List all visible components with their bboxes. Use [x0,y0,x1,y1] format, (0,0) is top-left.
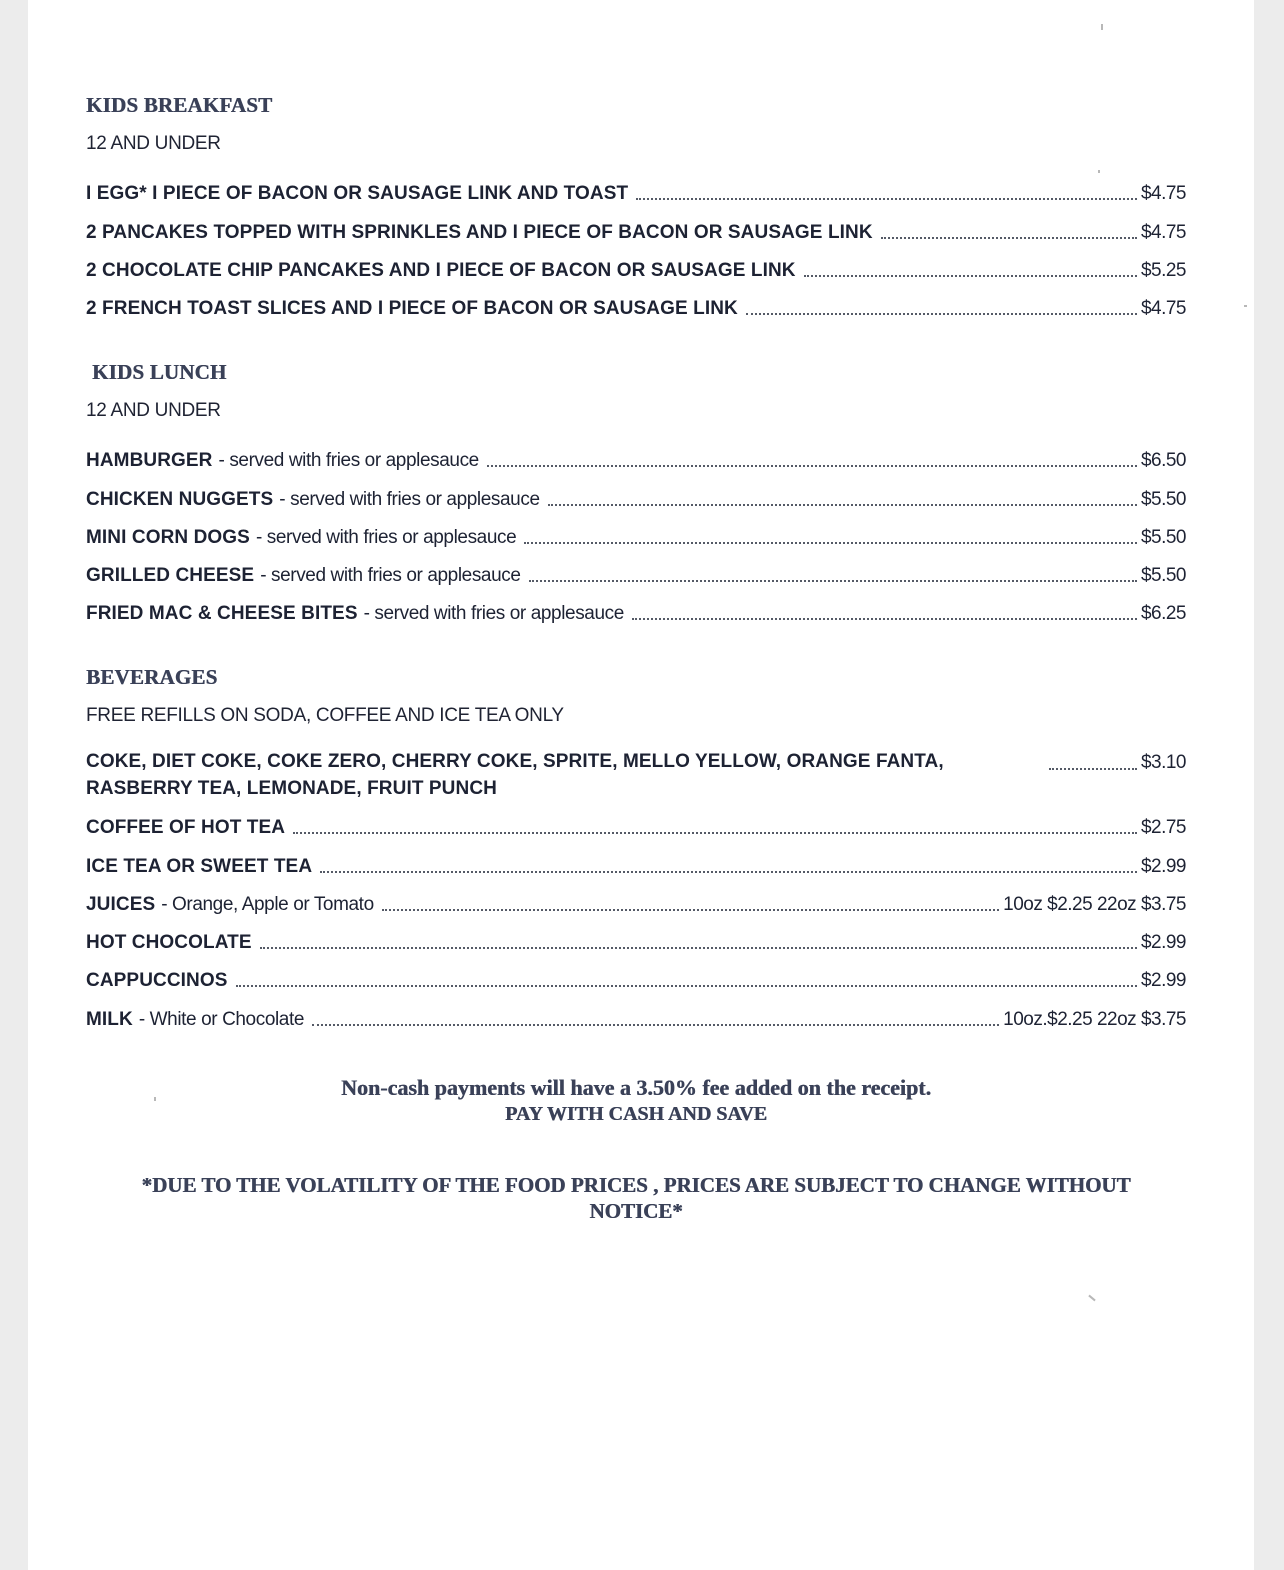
dot-leader [1049,768,1137,770]
dot-leader [260,947,1137,949]
menu-item [86,879,1186,917]
cash-notice-text: PAY WITH CASH AND SAVE [505,1103,767,1125]
dot-leader [382,909,999,911]
dot-leader [548,504,1137,506]
item-price: $5.50 [1140,565,1186,587]
kids-breakfast-subtitle: 12 AND UNDER [86,133,221,154]
item-name: CAPPUCCINOS [86,970,228,992]
item-name: GRILLED CHEESE [86,565,255,587]
kids-lunch-title: KIDS LUNCH [92,360,227,384]
item-name: HAMBURGER [86,450,213,472]
beverages-section [86,664,1186,1032]
item-name: ICE TEA OR SWEET TEA [86,855,313,877]
item-name: COFFEE OF HOT TEA [86,817,286,839]
item-price: $2.99 [1140,932,1186,954]
beverages-title: BEVERAGES [86,665,218,689]
scan-speck [1101,24,1103,30]
beverages-items [86,740,1186,1032]
item-name: CHICKEN NUGGETS [86,488,274,510]
item-price: $5.25 [1140,259,1186,281]
item-price: $4.75 [1140,298,1186,320]
scan-speck [1244,305,1247,307]
item-name: 2 PANCAKES TOPPED WITH SPRINKLES AND I PIECE OF BACON OR SAUSAGE LINK [86,221,873,243]
item-price: $6.25 [1140,603,1186,625]
menu-item [86,993,1186,1031]
item-price: $2.99 [1140,855,1186,877]
item-description: - served with fries or applesauce [279,488,540,510]
menu-item [86,802,1186,840]
item-price: $4.75 [1140,221,1186,243]
item-name: MILK [86,1008,133,1030]
dot-leader [236,985,1137,987]
payment-fee-notice [86,1075,1186,1127]
item-price: $5.50 [1140,526,1186,548]
menu-item [86,245,1186,283]
menu-item [86,588,1186,626]
item-name: HOT CHOCOLATE [86,932,252,954]
dot-leader [293,832,1137,834]
fee-notice-text: Non-cash payments will have a 3.50% fee added on the receipt. [341,1075,931,1100]
dot-leader [524,542,1137,544]
menu-item [86,206,1186,244]
item-name: MINI CORN DOGS [86,526,250,548]
item-name: FRIED MAC & CHEESE BITES [86,603,358,625]
item-price: $4.75 [1140,183,1186,205]
item-description: - served with fries or applesauce [255,526,517,548]
dot-leader [529,580,1137,582]
dot-leader [804,275,1137,277]
menu-item [86,840,1186,878]
item-name: I EGG* I PIECE OF BACON OR SAUSAGE LINK AND TOAST [86,183,629,205]
kids-lunch-items [86,435,1186,626]
scan-speck [154,1097,156,1101]
menu-item [86,917,1186,955]
price-volatility-notice: *DUE TO THE VOLATILITY OF THE FOOD PRICES , PRICES ARE SUBJECT TO CHANGE WITHOUT NOTICE* [141,1173,1131,1223]
dot-leader [746,313,1137,315]
menu-item [86,740,1186,802]
menu-item [86,955,1186,993]
item-price: $2.99 [1140,970,1186,992]
item-price: $6.50 [1140,450,1186,472]
dot-leader [312,1024,999,1026]
kids-lunch-section [86,359,1186,626]
item-price: 10oz.$2.25 22oz $3.75 [1003,1008,1186,1030]
item-description: - served with fries or applesauce [218,450,479,472]
dot-leader [881,237,1137,239]
menu-page [28,0,1254,1570]
menu-item [86,512,1186,550]
dot-leader [320,871,1137,873]
kids-breakfast-section [86,92,1186,321]
kids-breakfast-title: KIDS BREAKFAST [86,93,273,117]
item-name: COKE, DIET COKE, COKE ZERO, CHERRY COKE, SPRITE, MELLO YELLOW, ORANGE FANTA, RASBERRY TEA, LEMONADE, FRUIT PUNCH [86,751,944,799]
item-description: - served with fries or applesauce [363,603,624,625]
scan-speck [1098,170,1100,173]
item-description: - Orange, Apple or Tomato [161,893,374,915]
beverages-subtitle: FREE REFILLS ON SODA, COFFEE AND ICE TEA ONLY [86,705,564,726]
item-name: 2 FRENCH TOAST SLICES AND I PIECE OF BACON OR SAUSAGE LINK [86,298,738,320]
item-price: $5.50 [1140,488,1186,510]
kids-lunch-subtitle: 12 AND UNDER [86,400,221,421]
item-name: 2 CHOCOLATE CHIP PANCAKES AND I PIECE OF BACON OR SAUSAGE LINK [86,259,796,281]
menu-item [86,473,1186,511]
item-price: $2.75 [1140,817,1186,839]
menu-item [86,550,1186,588]
scan-speck [1088,1295,1095,1302]
item-name: JUICES [86,893,156,915]
menu-item [86,168,1186,206]
menu-item [86,283,1186,321]
item-price: $3.10 [1140,752,1186,773]
dot-leader [632,618,1137,620]
item-description: - White or Chocolate [138,1008,305,1030]
dot-leader [636,198,1137,200]
kids-breakfast-items [86,168,1186,321]
item-description: - served with fries or applesauce [260,565,521,587]
dot-leader [487,465,1137,467]
item-price: 10oz $2.25 22oz $3.75 [1003,893,1186,915]
menu-item [86,435,1186,473]
